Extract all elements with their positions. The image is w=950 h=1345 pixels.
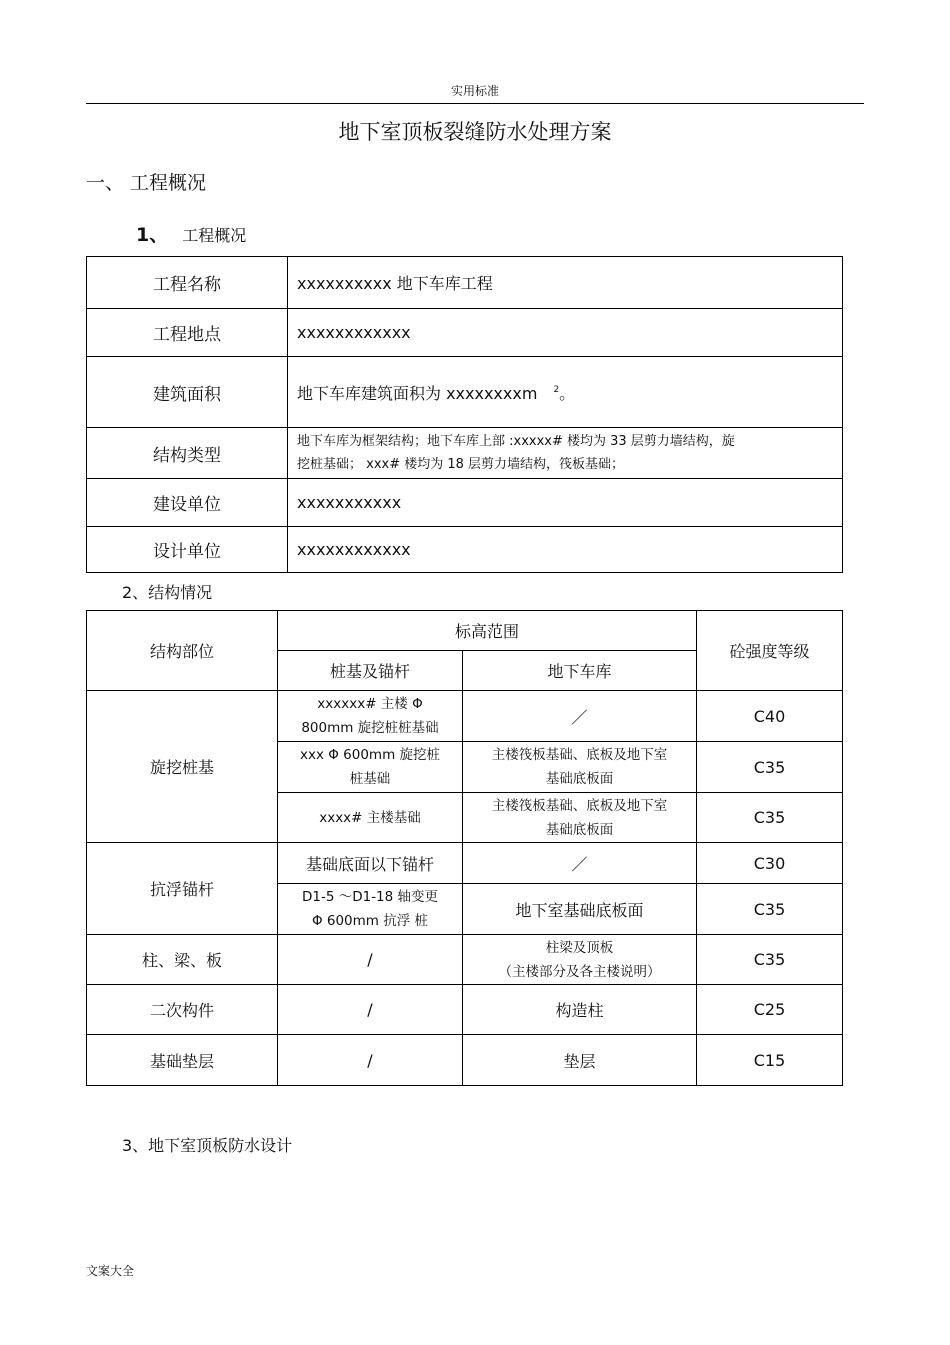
table-row [87, 985, 843, 1035]
cell-line: （主楼部分及各主楼说明） [498, 963, 661, 980]
cell-pile: 基础底面以下锚杆 [278, 843, 463, 884]
cell-line: 柱梁及顶板 [545, 939, 614, 956]
cell-pile: / [278, 985, 463, 1035]
group-secondary-members: 二次构件 [87, 985, 278, 1035]
group-anti-float-anchor: 抗浮锚杆 [87, 843, 278, 935]
overview-label: 设计单位 [87, 527, 288, 573]
overview-value: xxxxxxxxxxxx [288, 309, 843, 357]
document-title: 地下室顶板裂缝防水处理方案 [338, 120, 612, 144]
header-pile-anchor: 桩基及锚杆 [278, 651, 463, 691]
cell-grade: C35 [697, 793, 843, 843]
subsection-heading-2: 2、结构情况 [122, 583, 213, 602]
cell-garage [463, 935, 697, 985]
structure-type-line: 地下车库为框架结构；地下车库上部 :xxxxx# 楼均为 33 层剪力墙结构，旋 [297, 434, 735, 449]
cell-grade: C30 [697, 843, 843, 884]
cell-pile [278, 742, 463, 793]
table-row [87, 309, 843, 357]
cell-garage: 垫层 [463, 1035, 697, 1086]
cell-line: 800mm 旋挖桩桩基础 [301, 720, 439, 736]
table-row [87, 357, 843, 428]
project-overview-table [86, 256, 843, 573]
subsection-number: 1、 [136, 224, 169, 246]
cell-line: 基础底板面 [545, 821, 614, 838]
cell-line: 主楼筏板基础、底板及地下室 [491, 797, 668, 814]
overview-value: xxxxxxxxxxx [288, 479, 843, 527]
area-tail: 。 [559, 383, 576, 403]
overview-label: 工程地点 [87, 309, 288, 357]
cell-line: D1-5 ～D1-18 轴变更 [301, 889, 439, 905]
area-text: 地下车库建筑面积为 xxxxxxxxm [297, 383, 538, 403]
subsection-heading-1 [136, 220, 246, 247]
group-column-beam-slab: 柱、梁、板 [87, 935, 278, 985]
table-row [87, 611, 843, 651]
cell-garage [463, 793, 697, 843]
cell-line: xxx Φ 600mm 旋挖桩 [299, 747, 441, 763]
table-row [87, 843, 843, 884]
cell-grade: C25 [697, 985, 843, 1035]
cell-line: Φ 600mm 抗浮 桩 [311, 913, 429, 929]
subsection-label: 工程概况 [182, 226, 247, 245]
cell-pile: / [278, 935, 463, 985]
cell-garage: 地下室基础底板面 [463, 884, 697, 935]
cell-grade: C40 [697, 691, 843, 742]
header-elevation-range: 标高范围 [278, 611, 697, 651]
group-rotary-pile: 旋挖桩基 [87, 691, 278, 843]
cell-pile [278, 884, 463, 935]
cell-line: 主楼筏板基础、底板及地下室 [491, 747, 668, 763]
cell-line: 桩基础 [349, 771, 391, 787]
overview-label: 建设单位 [87, 479, 288, 527]
structure-table [86, 610, 843, 1086]
area-superscript: 2 [553, 385, 560, 396]
table-row [87, 691, 843, 742]
cell-garage [463, 742, 697, 793]
cell-garage: 构造柱 [463, 985, 697, 1035]
cell-line: xxxxxx# 主楼 Φ [317, 696, 423, 712]
table-row [87, 527, 843, 573]
cell-line: 基础底板面 [545, 771, 614, 787]
cell-grade: C15 [697, 1035, 843, 1086]
header-rule [86, 103, 864, 104]
table-row [87, 257, 843, 309]
overview-label: 建筑面积 [87, 357, 288, 428]
page-header: 实用标准 [450, 84, 499, 98]
cell-pile: xxxx# 主楼基础 [278, 793, 463, 843]
page-footer: 文案大全 [86, 1264, 135, 1278]
section-heading-1: 一、 工程概况 [86, 172, 207, 194]
structure-type-line: 挖桩基础； xxx# 楼均为 18 层剪力墙结构，筏板基础； [297, 457, 625, 472]
table-row [87, 428, 843, 479]
overview-label: 结构类型 [87, 428, 288, 479]
cell-grade: C35 [697, 742, 843, 793]
header-structure-part: 结构部位 [87, 611, 278, 691]
cell-garage: ／ [463, 691, 697, 742]
table-row [87, 479, 843, 527]
group-foundation-cushion: 基础垫层 [87, 1035, 278, 1086]
table-row [87, 935, 843, 985]
overview-value [288, 357, 843, 428]
overview-label: 工程名称 [87, 257, 288, 309]
header-garage: 地下车库 [463, 651, 697, 691]
overview-value: xxxxxxxxxx 地下车库工程 [288, 257, 843, 309]
cell-grade: C35 [697, 884, 843, 935]
table-row [87, 1035, 843, 1086]
cell-pile [278, 691, 463, 742]
overview-value: xxxxxxxxxxxx [288, 527, 843, 573]
overview-value [288, 428, 843, 479]
cell-pile: / [278, 1035, 463, 1086]
subsection-heading-3: 3、地下室顶板防水设计 [122, 1136, 293, 1155]
cell-garage: ／ [463, 843, 697, 884]
header-concrete-grade: 砼强度等级 [697, 611, 843, 691]
cell-grade: C35 [697, 935, 843, 985]
